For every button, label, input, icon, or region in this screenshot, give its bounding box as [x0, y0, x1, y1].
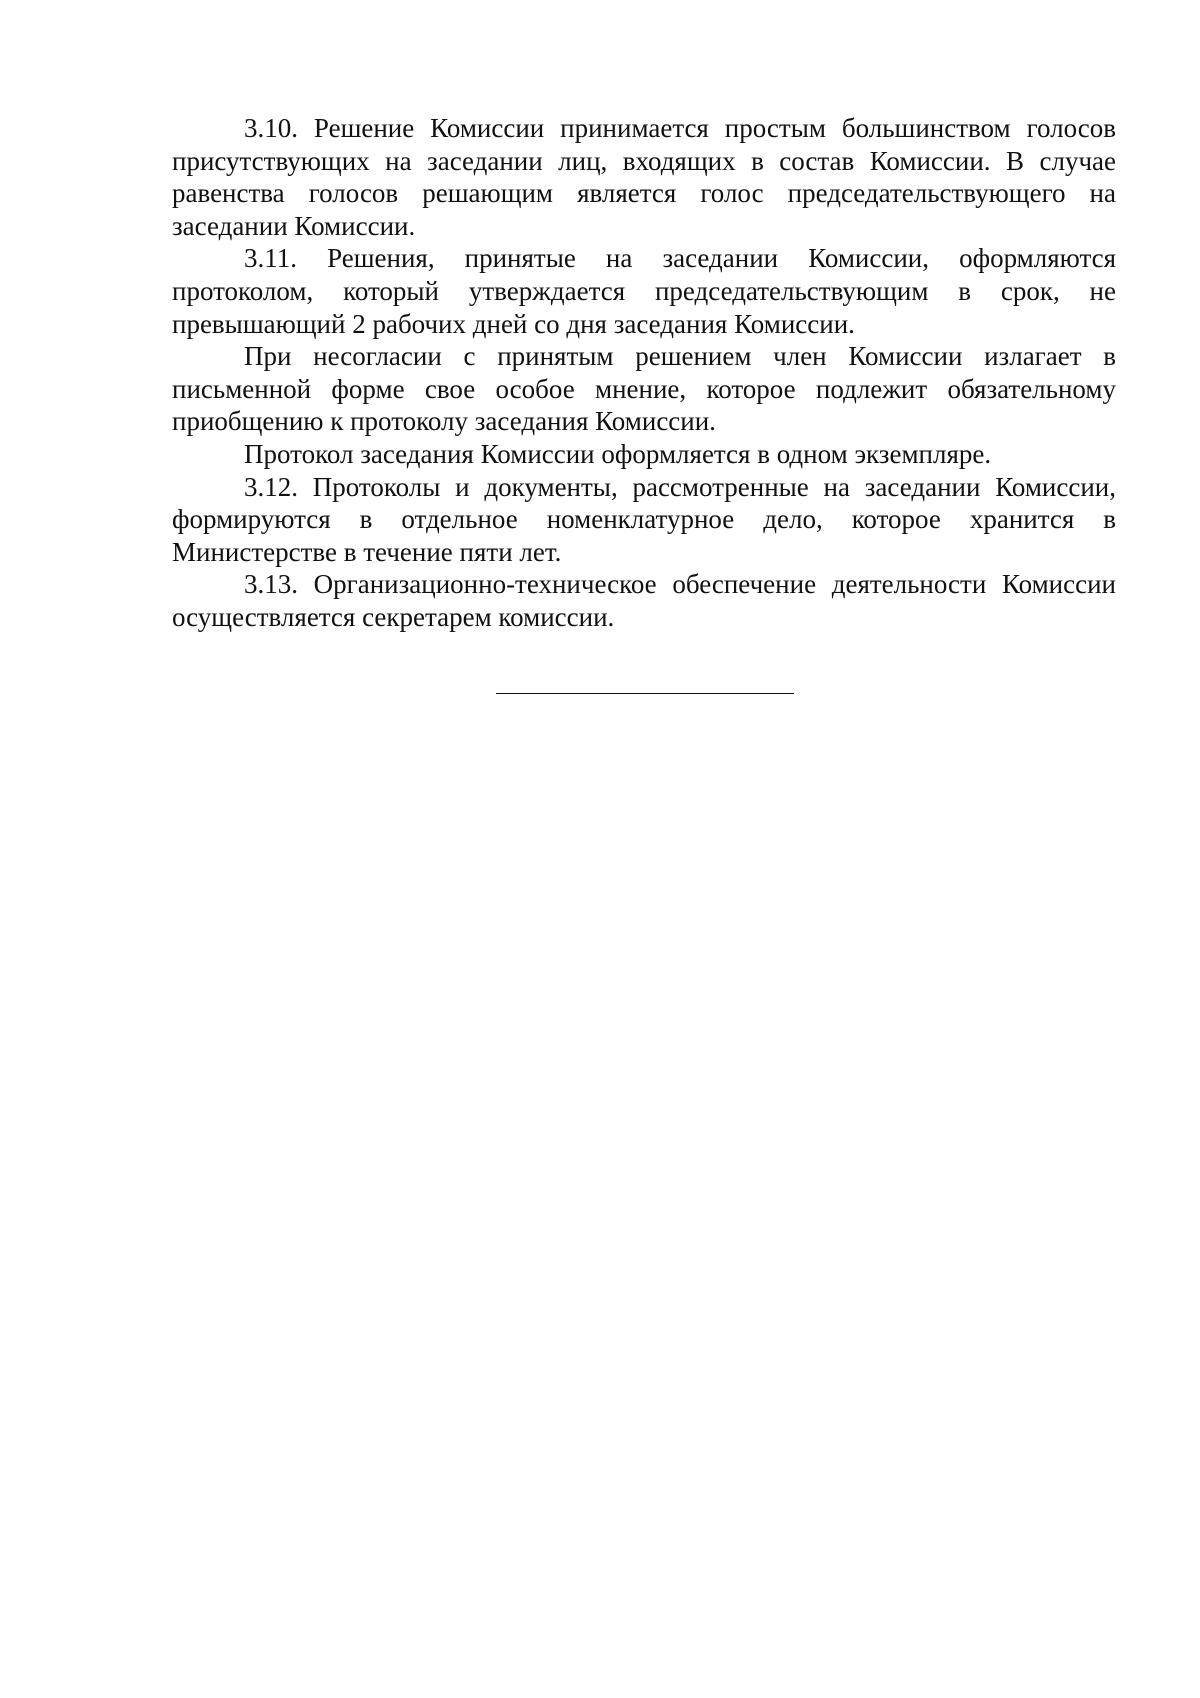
- paragraph-3-11: 3.11. Решения, принятые на заседании Комиссии, оформляются протоколом, который утверждается председательствующим в срок, не превышающий 2 рабочих дней со дня заседания Комиссии.: [172, 243, 1116, 339]
- document-body: [172, 112, 1116, 634]
- paragraph-protocol-copy: Протокол заседания Комиссии оформляется в одном экземпляре.: [244, 438, 992, 469]
- paragraph-3-12: 3.12. Протоколы и документы, рассмотренные на заседании Комиссии, формируются в отдельное номенклатурное дело, которое хранится в Министерстве в течение пяти лет.: [172, 471, 1116, 567]
- end-of-document-rule: [496, 693, 794, 694]
- paragraph-3-13: 3.13. Организационно-техническое обеспечение деятельности Комиссии осуществляется секретарем комиссии.: [172, 569, 1116, 632]
- paragraph-3-10: 3.10. Решение Комиссии принимается простым большинством голосов присутствующих на заседании лиц, входящих в состав Комиссии. В случае равенства голосов решающим является голос председательствующего на заседании Комиссии.: [172, 113, 1116, 241]
- paragraph-dissenting-opinion: При несогласии с принятым решением член Комиссии излагает в письменной форме свое особое мнение, которое подлежит обязательному приобщению к протоколу заседания Комиссии.: [172, 341, 1116, 437]
